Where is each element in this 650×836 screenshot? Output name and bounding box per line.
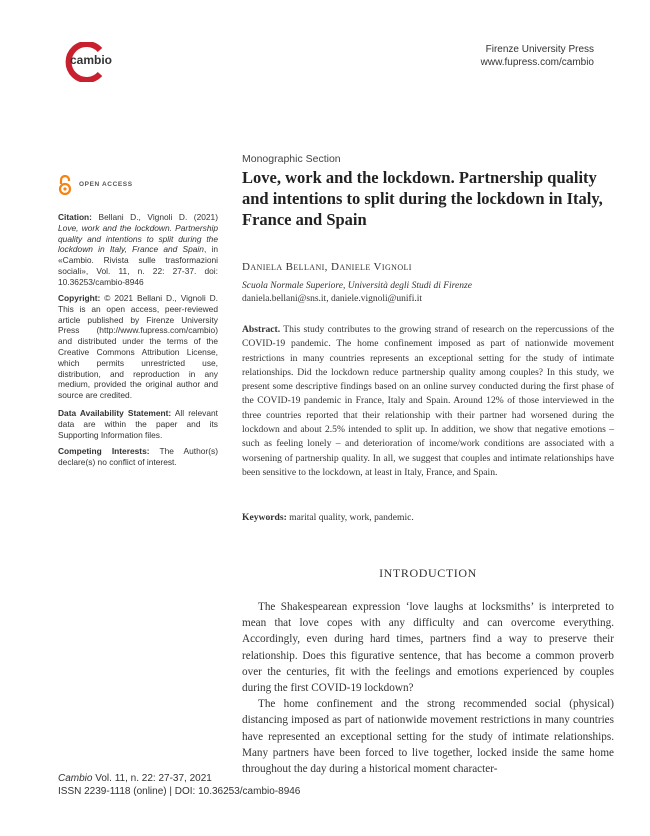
citation-title: Love, work and the lockdown. Partnership quality and intentions to split during the lockdown in Italy, France and Spain bbox=[58, 222, 218, 255]
footer-issn-doi: ISSN 2239-1118 (online) | DOI: 10.36253/cambio-8946 bbox=[58, 786, 301, 797]
data-availability-label: Data Availability Statement: bbox=[58, 408, 172, 418]
logo-text: cambio bbox=[70, 53, 113, 67]
competing-interests-text: The Author(s) declare(s) no conflict of interest. bbox=[58, 446, 218, 467]
copyright-text: © 2021 Bellani D., Vignoli D. This is an open access, peer-reviewed article published by Firenze University Press (http://www.fupress.com/cambio) and distributed under the terms of the Creative Commons Attribution License, which permits unrestricted use, distribution, and reproduction in any medium, provided the original author and source are credited. bbox=[58, 293, 219, 401]
keywords bbox=[242, 512, 414, 523]
competing-interests-label: Competing Interests: bbox=[58, 446, 150, 456]
citation-rest: , in «Cambio. Rivista sulle trasformazioni sociali», Vol. 11, n. 22: 27-37. doi: 10.36253/cambio-8946 bbox=[58, 244, 218, 287]
author-emails: daniela.bellani@sns.it, daniele.vignoli@unifi.it bbox=[242, 294, 423, 304]
copyright-label: Copyright: bbox=[58, 293, 101, 303]
keywords-text: marital quality, work, pandemic. bbox=[289, 512, 414, 523]
open-access-icon bbox=[58, 175, 72, 195]
publisher-info bbox=[481, 43, 594, 69]
footer-volume: Vol. 11, n. 22: 27-37, 2021 bbox=[95, 773, 212, 784]
footer-journal-name: Cambio bbox=[58, 773, 93, 784]
competing-interests bbox=[58, 446, 218, 468]
citation bbox=[58, 212, 218, 288]
authors: Daniela Bellani, Daniele Vignoli bbox=[242, 261, 412, 273]
copyright bbox=[58, 293, 218, 401]
citation-label: Citation: bbox=[58, 212, 92, 222]
abstract bbox=[242, 323, 614, 480]
citation-authors: Bellani D., Vignoli D. (2021) bbox=[98, 212, 218, 222]
body-paragraph: The home confinement and the strong recommended social (physical) distancing imposed as part of nationwide movement restrictions in many countries have represented an exceptional setting for the study of intimate relationships. Many partners have been forced to live together, locked inside the same home throughout the day during a historical moment character- bbox=[242, 698, 614, 776]
introduction-heading: INTRODUCTION bbox=[379, 566, 477, 580]
data-availability bbox=[58, 408, 218, 440]
article-body bbox=[242, 599, 614, 777]
open-access-label: OPEN ACCESS bbox=[79, 181, 133, 188]
keywords-label: Keywords: bbox=[242, 512, 287, 523]
abstract-label: Abstract. bbox=[242, 324, 281, 335]
footer bbox=[58, 772, 300, 798]
publisher-url[interactable]: www.fupress.com/cambio bbox=[480, 57, 594, 68]
data-availability-text: All relevant data are within the paper and its Supporting Information files. bbox=[58, 408, 218, 440]
affiliation: Scuola Normale Superiore, Università degli Studi di Firenze bbox=[242, 281, 472, 291]
publisher-name: Firenze University Press bbox=[485, 44, 594, 55]
section-label: Monographic Section bbox=[242, 153, 341, 165]
footer-journal-line bbox=[58, 772, 300, 785]
abstract-text: This study contributes to the growing strand of research on the repercussions of the COVID-19 pandemic. The home confinement imposed as part of nationwide movement restrictions in many countries represents an exceptional setting for the study of intimate relationships. Did the lockdown reduce partnership quality among couples? In this study, we present some descriptive findings based on an online survey conducted during the first phase of the COVID-19 pandemic in France, Italy and Spain. Around 12% of those interviewed in the three countries reported that their relationship with their partner had worsened during the lockdown and about 2.5% intended to split up. In addition, we show that negative emotions – such as feeling lonely – and deterioration of income/work conditions are associated with a worsening of partnership quality. In all, we suggest that couples and intimate relationships have been sensitive to the lockdown, at least in Italy, France, and Spain. bbox=[242, 324, 614, 478]
body-paragraph: The Shakespearean expression ‘love laughs at locksmiths’ is interpreted to mean that love copes with any difficulty and can overcome everything. Accordingly, even during hard times, partners find a way to preserve their relationship. Does this figurative sentence, that has become a common proverb over the centuries, fit with the feelings and emotions experienced by couples during the first COVID-19 lockdown? bbox=[242, 601, 614, 695]
article-title: Love, work and the lockdown. Partnership quality and intentions to split during the lockdown in Italy, France and Spain bbox=[242, 168, 603, 229]
